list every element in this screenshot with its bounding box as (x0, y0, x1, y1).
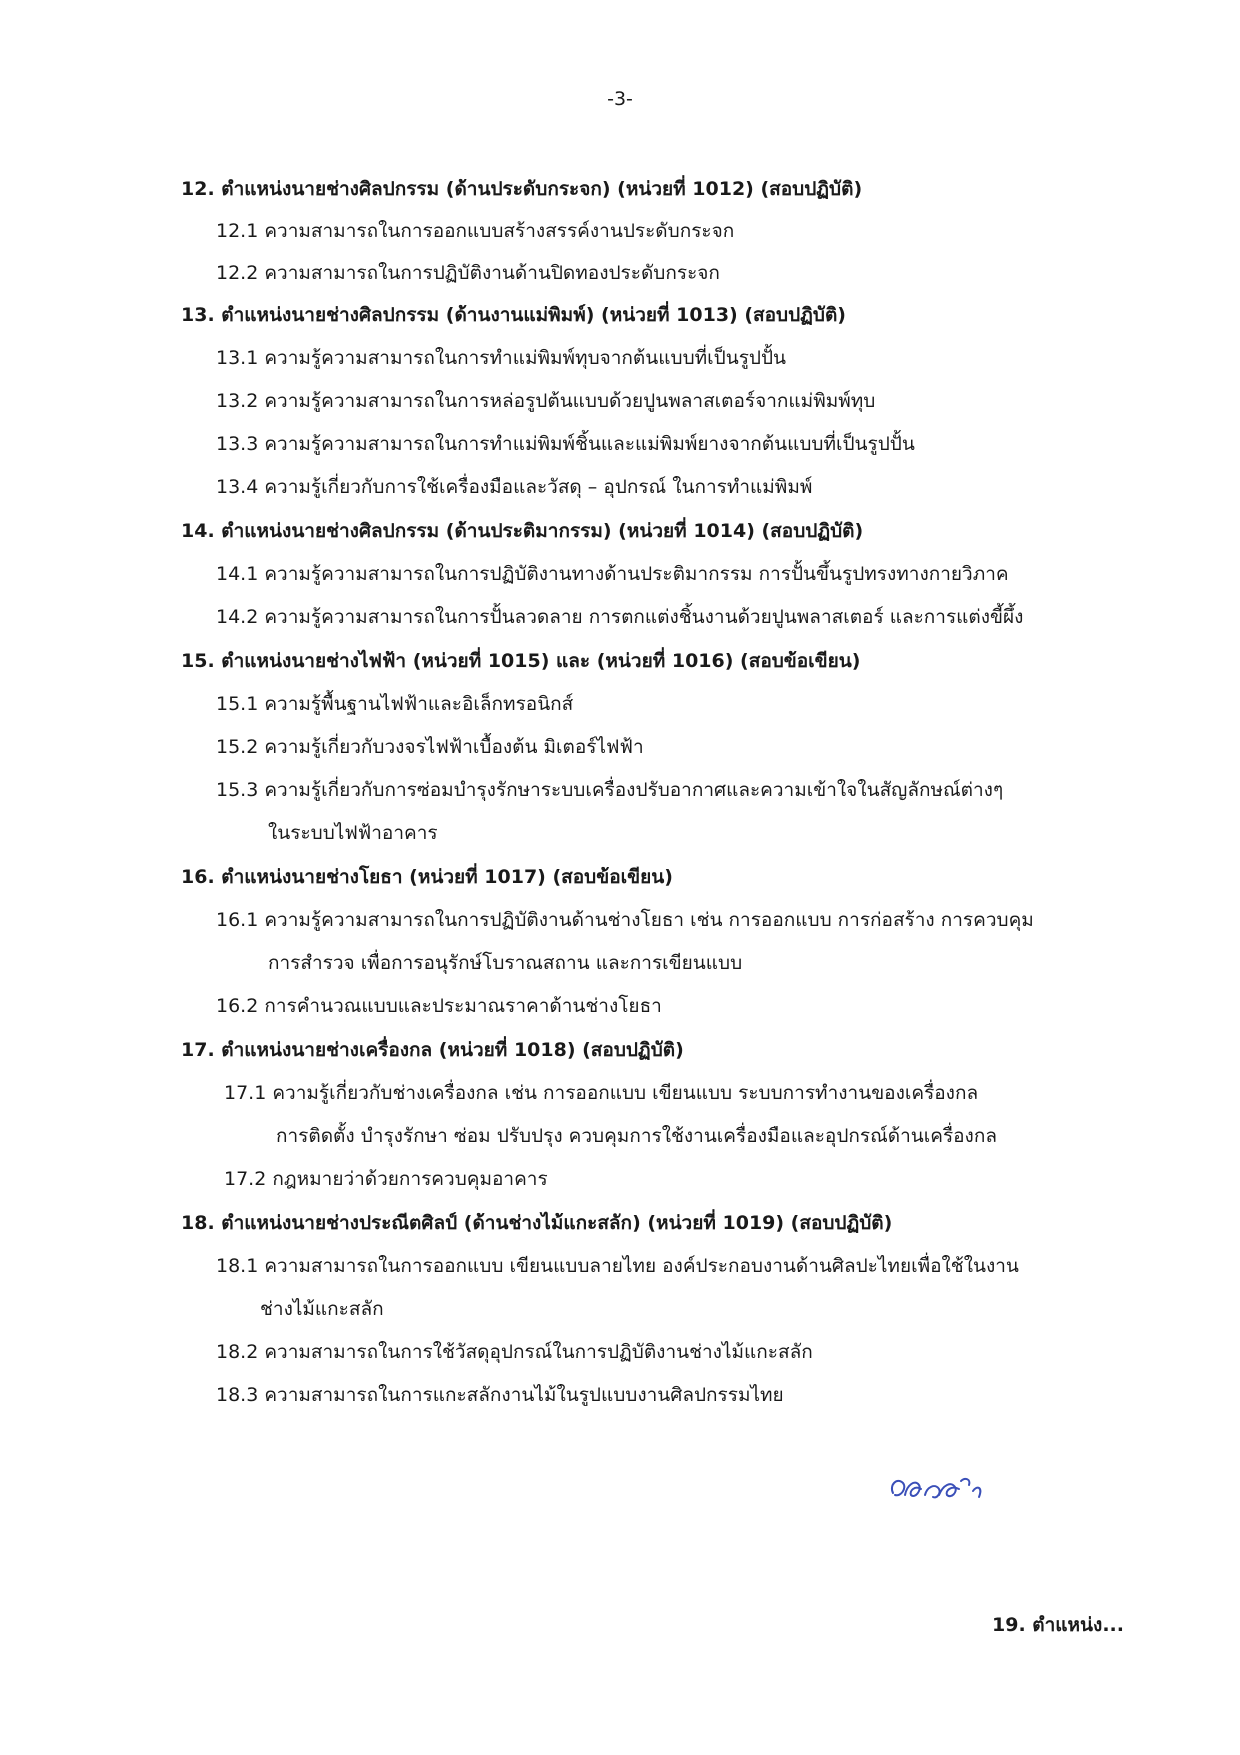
section-heading-13: 13. ตำแหน่งนายช่างศิลปกรรม (ด้านงานแม่พิมพ์) (หน่วยที่ 1013) (สอบปฏิบัติ) (181, 304, 846, 326)
next-page-continuation: 19. ตำแหน่ง... (992, 1614, 1124, 1636)
item-18-3: 18.3 ความสามารถในการแกะสลักงานไม้ในรูปแบบงานศิลปกรรมไทย (216, 1384, 784, 1406)
item-18-1: 18.1 ความสามารถในการออกแบบ เขียนแบบลายไทย องค์ประกอบงานด้านศิลปะไทยเพื่อใช้ในงาน (216, 1255, 1019, 1277)
section-heading-14: 14. ตำแหน่งนายช่างศิลปกรรม (ด้านประติมากรรม) (หน่วยที่ 1014) (สอบปฏิบัติ) (181, 520, 864, 542)
item-18-2: 18.2 ความสามารถในการใช้วัสดุอุปกรณ์ในการปฏิบัติงานช่างไม้แกะสลัก (216, 1341, 813, 1363)
item-17-1-cont: การติดตั้ง บำรุงรักษา ซ่อม ปรับปรุง ควบคุมการใช้งานเครื่องมือและอุปกรณ์ด้านเครื่องกล (276, 1125, 997, 1147)
item-15-2: 15.2 ความรู้เกี่ยวกับวงจรไฟฟ้าเบื้องต้น มิเตอร์ไฟฟ้า (216, 736, 644, 758)
item-17-1: 17.1 ความรู้เกี่ยวกับช่างเครื่องกล เช่น การออกแบบ เขียนแบบ ระบบการทำงานของเครื่องกล (224, 1082, 979, 1104)
item-12-1: 12.1 ความสามารถในการออกแบบสร้างสรรค์งานประดับกระจก (216, 220, 735, 242)
item-17-2: 17.2 กฎหมายว่าด้วยการควบคุมอาคาร (224, 1168, 548, 1190)
section-heading-12: 12. ตำแหน่งนายช่างศิลปกรรม (ด้านประดับกระจก) (หน่วยที่ 1012) (สอบปฏิบัติ) (181, 178, 863, 200)
item-12-2: 12.2 ความสามารถในการปฏิบัติงานด้านปิดทองประดับกระจก (216, 262, 720, 284)
section-heading-16: 16. ตำแหน่งนายช่างโยธา (หน่วยที่ 1017) (สอบข้อเขียน) (181, 866, 673, 888)
item-16-2: 16.2 การคำนวณแบบและประมาณราคาด้านช่างโยธา (216, 995, 662, 1017)
item-15-3: 15.3 ความรู้เกี่ยวกับการซ่อมบำรุงรักษาระบบเครื่องปรับอากาศและความเข้าใจในสัญลักษณ์ต่างๆ (216, 779, 1004, 801)
item-18-1-cont: ช่างไม้แกะสลัก (260, 1298, 384, 1320)
item-13-2: 13.2 ความรู้ความสามารถในการหล่อรูปต้นแบบด้วยปูนพลาสเตอร์จากแม่พิมพ์ทุบ (216, 390, 876, 412)
section-heading-18: 18. ตำแหน่งนายช่างประณีตศิลป์ (ด้านช่างไม้แกะสลัก) (หน่วยที่ 1019) (สอบปฏิบัติ) (181, 1212, 893, 1234)
handwritten-signature (885, 1455, 995, 1515)
item-13-1: 13.1 ความรู้ความสามารถในการทำแม่พิมพ์ทุบจากต้นแบบที่เป็นรูปปั้น (216, 347, 787, 369)
section-heading-15: 15. ตำแหน่งนายช่างไฟฟ้า (หน่วยที่ 1015) และ (หน่วยที่ 1016) (สอบข้อเขียน) (181, 650, 861, 672)
item-15-1: 15.1 ความรู้พื้นฐานไฟฟ้าและอิเล็กทรอนิกส์ (216, 693, 574, 715)
item-15-3-cont: ในระบบไฟฟ้าอาคาร (268, 822, 438, 844)
item-14-1: 14.1 ความรู้ความสามารถในการปฏิบัติงานทางด้านประติมากรรม การปั้นขึ้นรูปทรงทางกายวิภาค (216, 563, 1009, 585)
item-13-3: 13.3 ความรู้ความสามารถในการทำแม่พิมพ์ชิ้นและแม่พิมพ์ยางจากต้นแบบที่เป็นรูปปั้น (216, 433, 915, 455)
item-14-2: 14.2 ความรู้ความสามารถในการปั้นลวดลาย การตกแต่งชิ้นงานด้วยปูนพลาสเตอร์ และการแต่งขี้ผึ้ง (216, 606, 1024, 628)
section-heading-17: 17. ตำแหน่งนายช่างเครื่องกล (หน่วยที่ 1018) (สอบปฏิบัติ) (181, 1039, 684, 1061)
item-16-1-cont: การสำรวจ เพื่อการอนุรักษ์โบราณสถาน และการเขียนแบบ (268, 952, 743, 974)
item-16-1: 16.1 ความรู้ความสามารถในการปฏิบัติงานด้านช่างโยธา เช่น การออกแบบ การก่อสร้าง การควบคุม (216, 909, 1034, 931)
page-number: -3- (607, 88, 633, 110)
item-13-4: 13.4 ความรู้เกี่ยวกับการใช้เครื่องมือและวัสดุ – อุปกรณ์ ในการทำแม่พิมพ์ (216, 476, 813, 498)
